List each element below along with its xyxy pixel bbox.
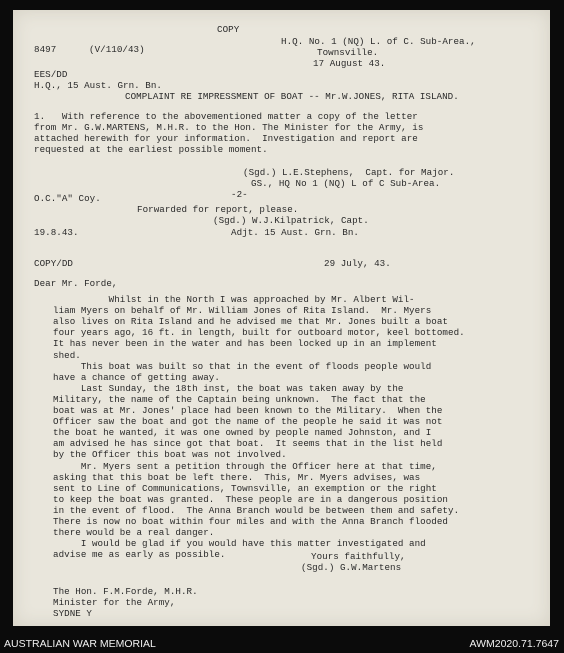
footer-institution: AUSTRALIAN WAR MEMORIAL xyxy=(4,638,156,650)
memo-paragraph-line: requested at the earliest possible moment. xyxy=(34,144,268,155)
letter-body-line: there would be a real danger. xyxy=(53,527,215,539)
sender-address-line2: Townsville. xyxy=(317,47,379,58)
letter-body-line: liam Myers on behalf of Mr. William Jones of Rita Island. Mr. Myers xyxy=(53,305,432,317)
file-reference: (V/110/43) xyxy=(89,44,145,55)
letter-body-line: also lives on Rita Island and he advised me that Mr. Jones built a boat xyxy=(53,316,449,328)
letter-body-line: Last Sunday, the 18th inst, the boat was taken away by the xyxy=(53,382,404,394)
letter-body-line: the boat he wanted, it was one owned by people named Johnston, and I xyxy=(53,427,432,439)
sender-address-line1: H.Q. No. 1 (NQ) L. of C. Sub-Area., xyxy=(281,36,476,47)
letter-body-line: Military, the name of the Captain being unknown. The fact that the xyxy=(53,393,426,405)
signature-stephens: (Sgd.) L.E.Stephens, Capt. for Major. xyxy=(243,167,455,178)
letter-body-line: am advised he has since got that boat. It seems that in the list held xyxy=(53,438,443,450)
letter-body-line: sent to Line of Communications, Townsville, an exemption or the right xyxy=(53,482,437,494)
page-number: -2- xyxy=(231,189,248,200)
memo-paragraph-line: attached herewith for your information. Investigation and report are xyxy=(34,133,418,144)
letter-signature: (Sgd.) G.W.Martens xyxy=(301,562,402,573)
salutation: Dear Mr. Forde, xyxy=(34,278,118,289)
addressee-line: The Hon. F.M.Forde, M.H.R. xyxy=(53,586,198,597)
letter-body-line: It has never been in the water and has been locked up in an implement xyxy=(53,338,437,350)
footer-accession-number: AWM2020.71.7647 xyxy=(469,638,559,650)
letter-body-line: to keep the boat was granted. These people are in a dangerous position xyxy=(53,493,449,505)
letter-body-line: Whilst in the North I was approached by Mr. Albert Wil- xyxy=(53,294,415,305)
closing: Yours faithfully, xyxy=(311,551,406,562)
document-page xyxy=(13,10,550,626)
recipient-unit: H.Q., 15 Aust. Grn. Bn. xyxy=(34,80,162,91)
forward-date: 19.8.43. xyxy=(34,227,79,238)
reference-number: 8497 xyxy=(34,44,57,55)
letter-body-line: four years ago, 16 ft. in length, built for outboard motor, keel bottomed. xyxy=(53,327,465,339)
addressee-line: SYDNE Y xyxy=(53,608,92,619)
letter-body-line: advise me as early as possible. xyxy=(53,549,226,561)
footer-caption xyxy=(0,636,564,653)
letter-date: 29 July, 43. xyxy=(324,258,391,269)
letter-body-line: have a chance of getting away. xyxy=(53,371,220,383)
signature-kilpatrick-title: Adjt. 15 Aust. Grn. Bn. xyxy=(231,227,359,238)
letter-body-line: boat was at Mr. Jones' place had been known to the Military. When the xyxy=(53,405,443,416)
letter-body-line: Officer saw the boat and got the name of the people he said it was not xyxy=(53,416,443,428)
copy-label: COPY xyxy=(217,24,240,35)
memo-paragraph-line: 1. With reference to the abovementioned matter a copy of the letter xyxy=(34,111,418,122)
memo-date: 17 August 43. xyxy=(313,58,386,69)
typist-initials: EES/DD xyxy=(34,69,68,80)
letter-body-line: by the Officer this boat was not involved. xyxy=(53,449,287,461)
letter-body-line: I would be glad if you would have this matter investigated and xyxy=(53,538,426,550)
letter-body-line: in the event of flood. The Anna Branch would be between them and safety. xyxy=(53,504,460,516)
signature-stephens-title: GS., HQ No 1 (NQ) L of C Sub-Area. xyxy=(251,178,441,189)
letter-body-line: asking that this boat be left there. This, Mr. Myers advises, was xyxy=(53,471,421,483)
signature-kilpatrick: (Sgd.) W.J.Kilpatrick, Capt. xyxy=(213,215,369,226)
letter-body-line: There is now no boat within four miles and with the Anna Branch flooded xyxy=(53,516,449,527)
forwarded-note: Forwarded for report, please. xyxy=(137,204,299,215)
oc-a-coy: O.C."A" Coy. xyxy=(34,193,101,204)
memo-paragraph-line: from Mr. G.W.MARTENS, M.H.R. to the Hon. The Minister for the Army, is xyxy=(34,122,424,133)
letter-body-line: Mr. Myers sent a petition through the Officer here at that time, xyxy=(53,460,437,472)
addressee-line: Minister for the Army, xyxy=(53,597,176,608)
letter-body-line: shed. xyxy=(53,349,81,361)
letter-body-line: This boat was built so that in the event of floods people would xyxy=(53,360,432,372)
memo-subject: COMPLAINT RE IMPRESSMENT OF BOAT -- Mr.W.JONES, RITA ISLAND. xyxy=(125,91,459,102)
letter-copy-label: COPY/DD xyxy=(34,258,73,269)
